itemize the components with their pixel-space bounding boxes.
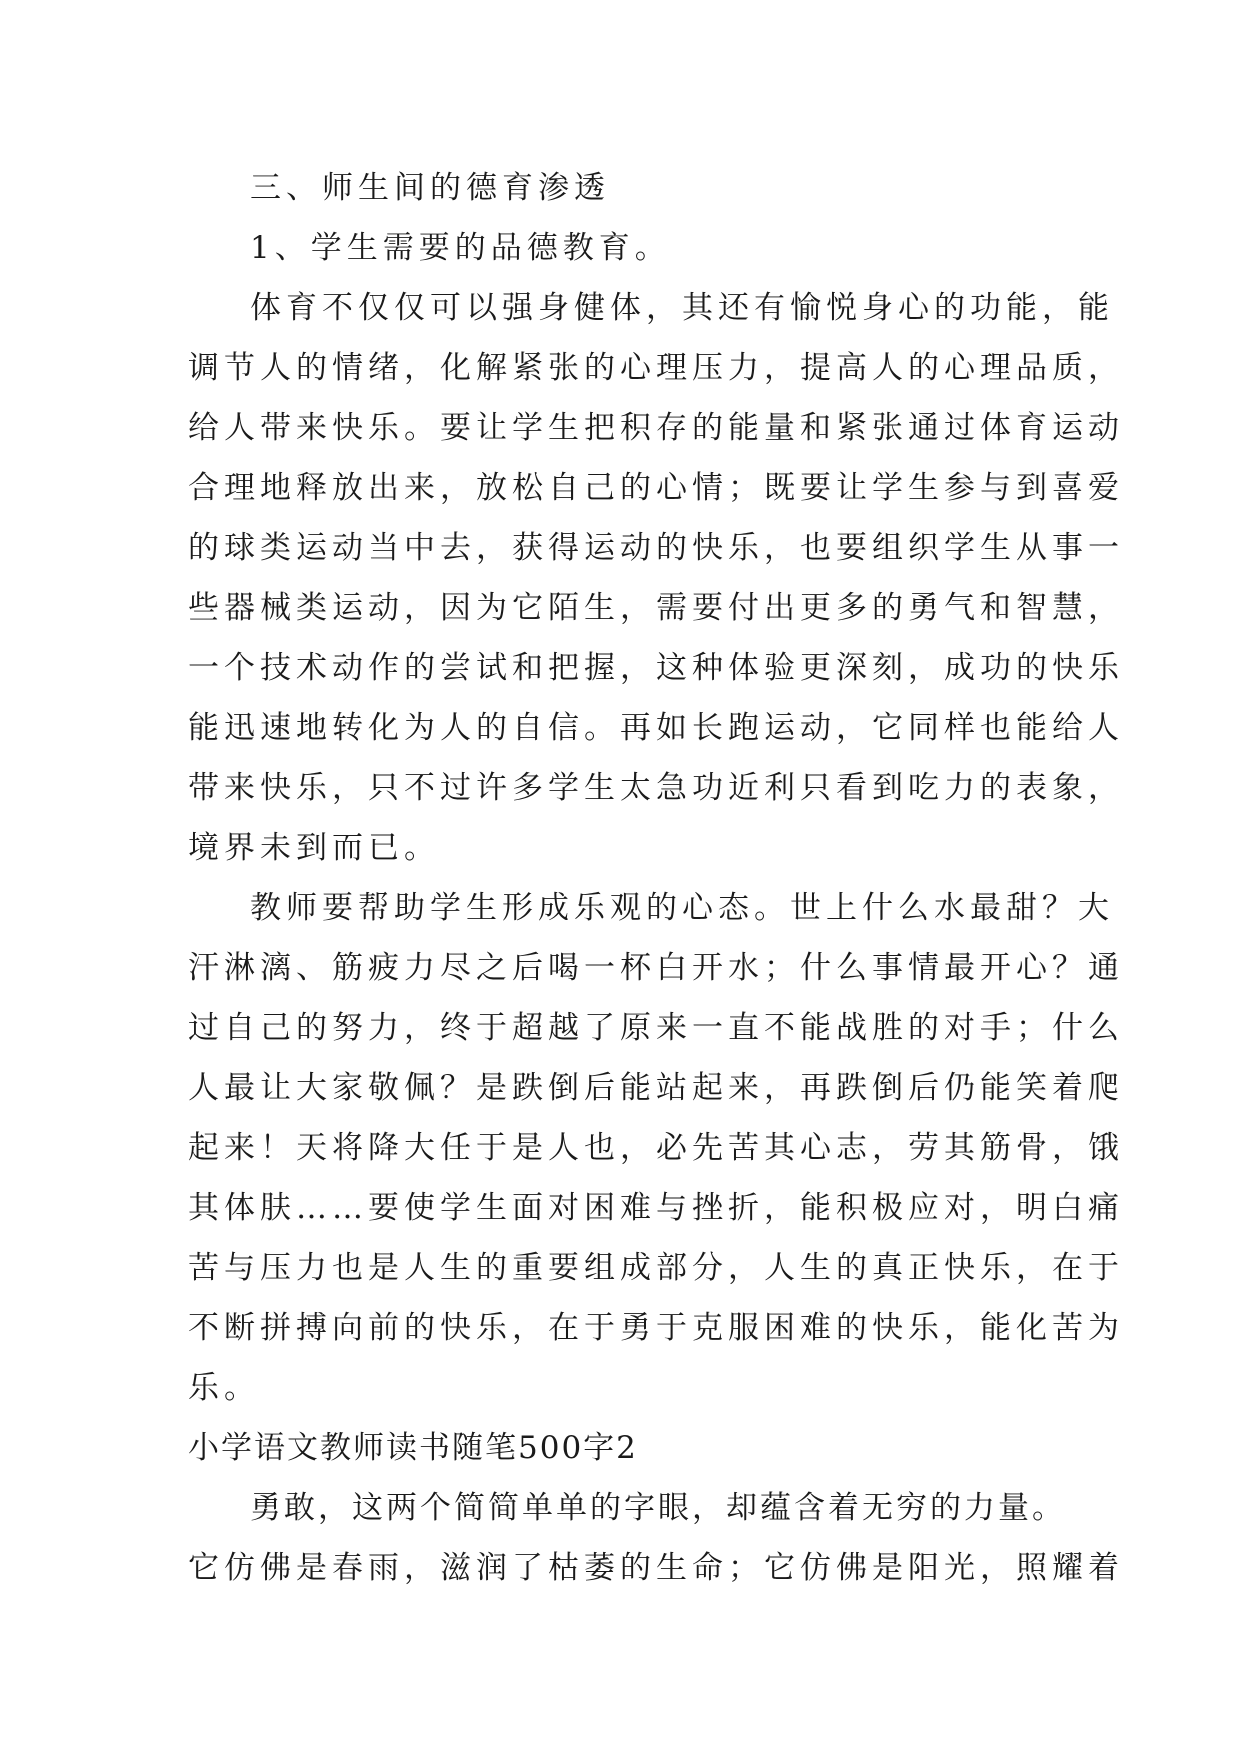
paragraph-line: 其体肤……要使学生面对困难与挫折，能积极应对，明白痛	[188, 1190, 1124, 1226]
paragraph-line: 些器械类运动，因为它陌生，需要付出更多的勇气和智慧，	[188, 590, 1124, 626]
paragraph-line: 的球类运动当中去，获得运动的快乐，也要组织学生从事一	[188, 530, 1124, 566]
paragraph-line: 汗淋漓、筋疲力尽之后喝一杯白开水；什么事情最开心？通	[188, 950, 1124, 986]
paragraph-line: 给人带来快乐。要让学生把积存的能量和紧张通过体育运动	[188, 410, 1124, 446]
essay-title: 小学语文教师读书随笔500字2	[188, 1430, 638, 1466]
paragraph-courage	[188, 1478, 1124, 1598]
paragraph-line: 调节人的情绪，化解紧张的心理压力，提高人的心理品质，	[188, 350, 1124, 386]
paragraph-line: 带来快乐，只不过许多学生太急功近利只看到吃力的表象，	[188, 770, 1124, 806]
paragraph-line: 乐。	[188, 1370, 260, 1406]
paragraph-line: 过自己的努力，终于超越了原来一直不能战胜的对手；什么	[188, 1010, 1124, 1046]
sub-heading: 1、学生需要的品德教育。	[250, 230, 671, 266]
paragraph-line: 人最让大家敬佩？是跌倒后能站起来，再跌倒后仍能笑着爬	[188, 1070, 1124, 1106]
paragraph-line: 不断拼搏向前的快乐，在于勇于克服困难的快乐，能化苦为	[188, 1310, 1124, 1346]
paragraph-line: 一个技术动作的尝试和把握，这种体验更深刻，成功的快乐	[188, 650, 1124, 686]
paragraph-sports-joy	[188, 278, 1124, 878]
paragraph-line: 苦与压力也是人生的重要组成部分，人生的真正快乐，在于	[188, 1250, 1124, 1286]
paragraph-line: 勇敢，这两个简简单单的字眼，却蕴含着无穷的力量。	[250, 1490, 1066, 1526]
section-heading: 三、师生间的德育渗透	[250, 170, 610, 206]
paragraph-line: 合理地释放出来，放松自己的心情；既要让学生参与到喜爱	[188, 470, 1124, 506]
paragraph-line: 体育不仅仅可以强身健体，其还有愉悦身心的功能，能	[250, 290, 1114, 326]
paragraph-line: 能迅速地转化为人的自信。再如长跑运动，它同样也能给人	[188, 710, 1124, 746]
paragraph-line: 起来！天将降大任于是人也，必先苦其心志，劳其筋骨，饿	[188, 1130, 1124, 1166]
paragraph-optimism	[188, 878, 1124, 1418]
document-body	[188, 158, 1124, 1598]
paragraph-line: 它仿佛是春雨，滋润了枯萎的生命；它仿佛是阳光，照耀着	[188, 1550, 1124, 1586]
paragraph-line: 教师要帮助学生形成乐观的心态。世上什么水最甜？大	[250, 890, 1114, 926]
paragraph-line: 境界未到而已。	[188, 830, 440, 866]
